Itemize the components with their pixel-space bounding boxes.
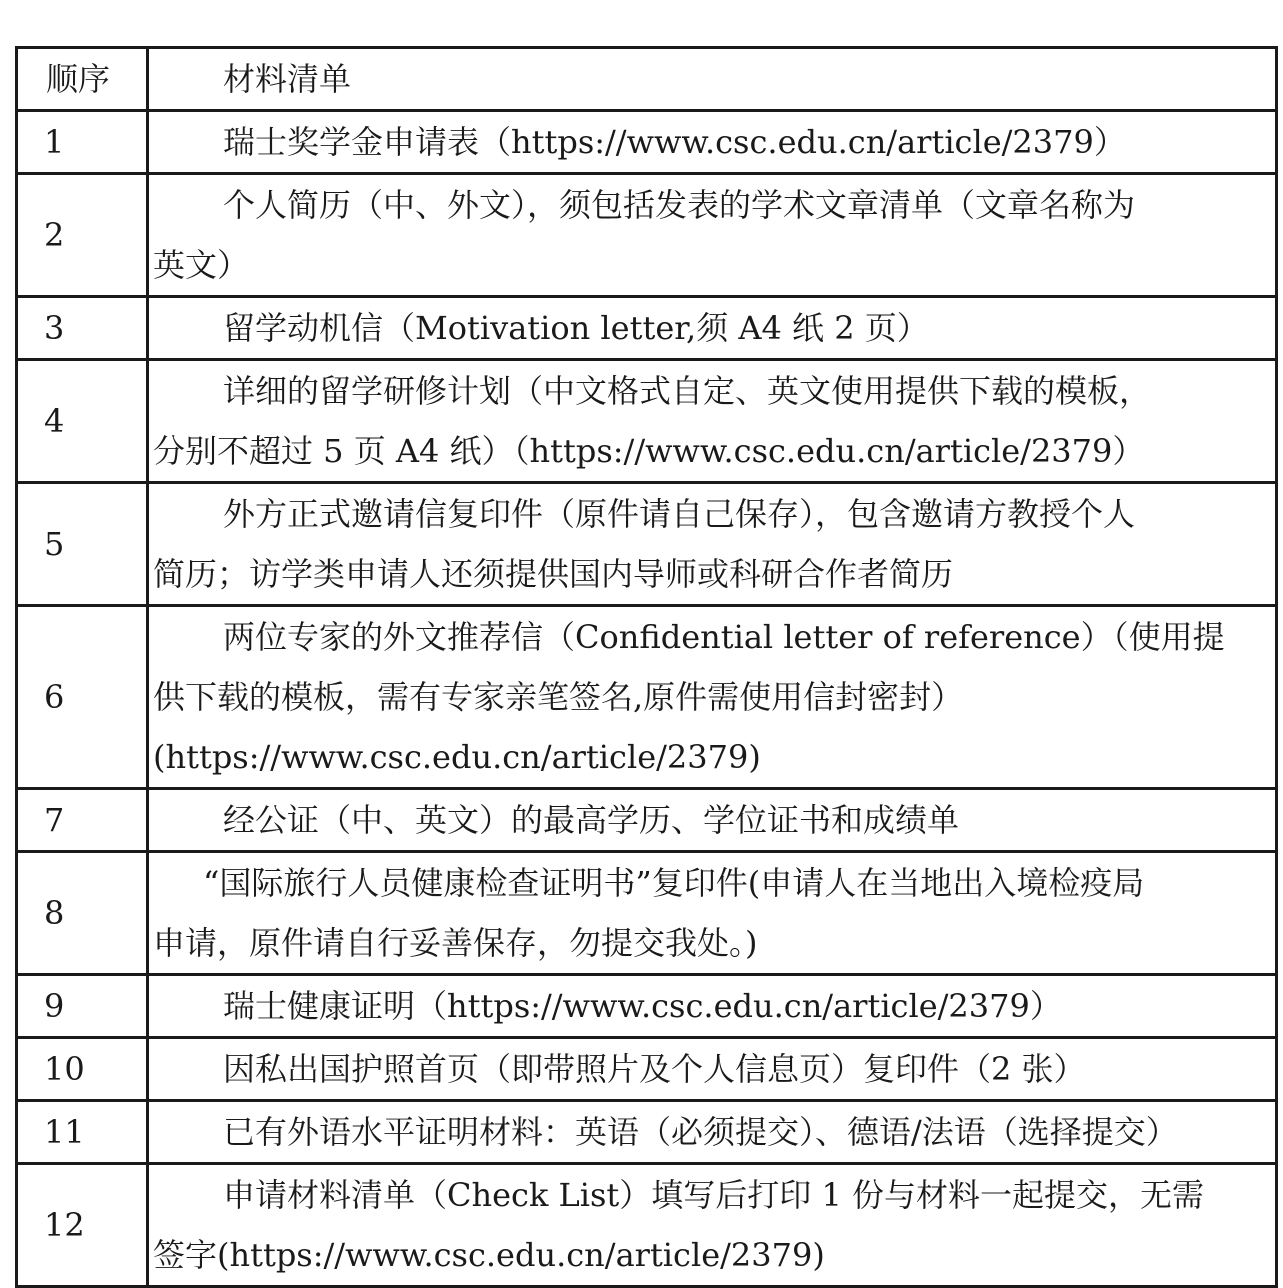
- header-materials: 材料清单: [148, 48, 1277, 111]
- table-row: [17, 297, 1277, 360]
- row-item: 留学动机信（Motivation letter,须 A4 纸 2 页）: [148, 297, 1277, 360]
- table-row: [17, 1038, 1277, 1101]
- row-item: 瑞士奖学金申请表（https://www.csc.edu.cn/article/2379）: [148, 111, 1277, 174]
- row-number: 8: [17, 852, 148, 975]
- row-number: 9: [17, 975, 148, 1038]
- row-item: 经公证（中、英文）的最高学历、学位证书和成绩单: [148, 789, 1277, 852]
- materials-table: [15, 46, 1278, 1288]
- table-row: [17, 174, 1277, 297]
- table-row: [17, 111, 1277, 174]
- row-item: 瑞士健康证明（https://www.csc.edu.cn/article/2379）: [148, 975, 1277, 1038]
- table-row: [17, 1101, 1277, 1164]
- table-row: [17, 360, 1277, 483]
- row-number: 11: [17, 1101, 148, 1164]
- row-number: 2: [17, 174, 148, 297]
- row-item: 详细的留学研修计划（中文格式自定、英文使用提供下载的模板， 分别不超过 5 页 A4 纸）（https://www.csc.edu.cn/article/2379）: [148, 360, 1277, 483]
- row-item: “国际旅行人员健康检查证明书”复印件(申请人在当地出入境检疫局 申请，原件请自行妥善保存，勿提交我处。): [148, 852, 1277, 975]
- table-row: [17, 852, 1277, 975]
- materials-checklist: [15, 46, 1275, 1288]
- row-number: 3: [17, 297, 148, 360]
- table-row: [17, 606, 1277, 789]
- row-number: 7: [17, 789, 148, 852]
- header-order: 顺序: [17, 48, 148, 111]
- row-number: 5: [17, 483, 148, 606]
- row-item: 个人简历（中、外文），须包括发表的学术文章清单（文章名称为 英文）: [148, 174, 1277, 297]
- row-item: 已有外语水平证明材料：英语（必须提交）、德语/法语（选择提交）: [148, 1101, 1277, 1164]
- row-item: 因私出国护照首页（即带照片及个人信息页）复印件（2 张）: [148, 1038, 1277, 1101]
- row-number: 1: [17, 111, 148, 174]
- row-number: 12: [17, 1164, 148, 1287]
- row-item: 外方正式邀请信复印件（原件请自己保存），包含邀请方教授个人 简历；访学类申请人还须提供国内导师或科研合作者简历: [148, 483, 1277, 606]
- row-number: 4: [17, 360, 148, 483]
- row-item: 两位专家的外文推荐信（Confidential letter of reference）（使用提 供下载的模板，需有专家亲笔签名,原件需使用信封密封） (https://www.csc.edu.cn/article/2379): [148, 606, 1277, 789]
- table-row: [17, 975, 1277, 1038]
- row-item: 申请材料清单（Check List）填写后打印 1 份与材料一起提交，无需 签字(https://www.csc.edu.cn/article/2379): [148, 1164, 1277, 1287]
- table-row: [17, 1164, 1277, 1287]
- table-row: [17, 483, 1277, 606]
- row-number: 6: [17, 606, 148, 789]
- header-row: [17, 48, 1277, 111]
- row-number: 10: [17, 1038, 148, 1101]
- table-row: [17, 789, 1277, 852]
